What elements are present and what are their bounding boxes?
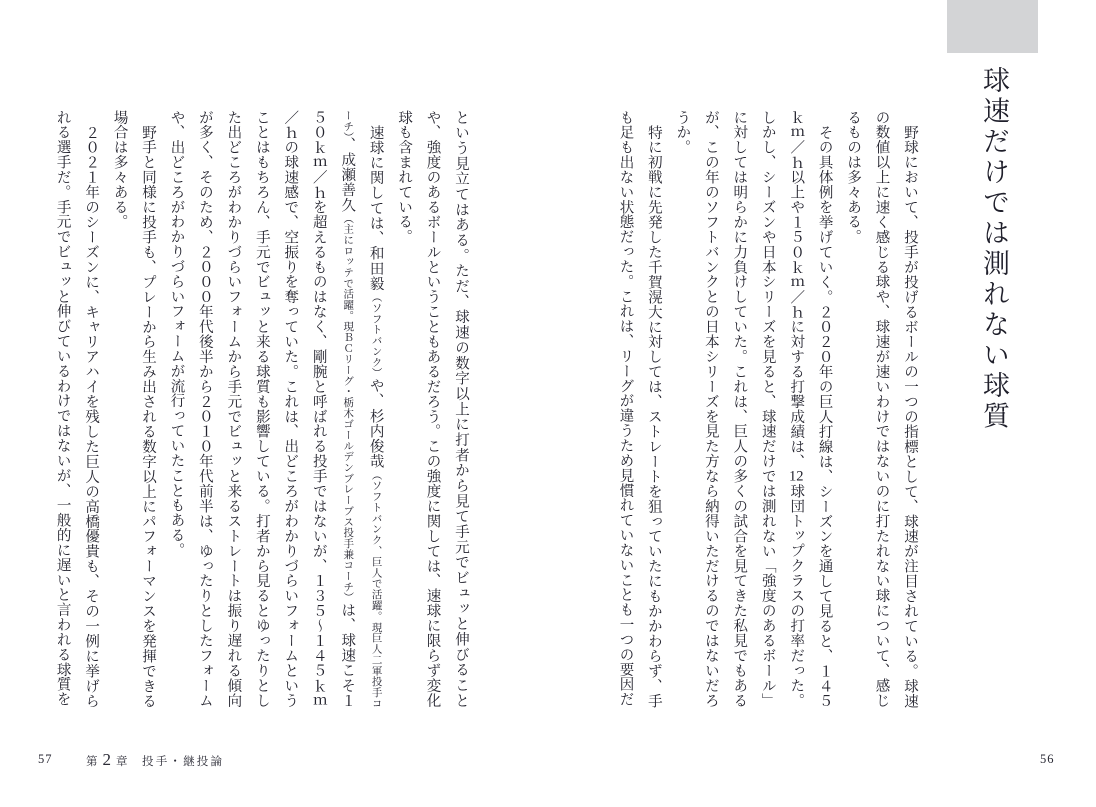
footer <box>0 750 1096 774</box>
header-gray-block <box>947 0 1038 53</box>
page-number-right: 56 <box>1040 752 1055 766</box>
paragraph: 野手と同様に投手も、プレーから生み出される数字以上にパフォーマンスを発揮できる場合は多々ある。 <box>111 110 157 708</box>
chapter-prefix: 第 <box>86 756 98 768</box>
chapter-suffix: 章 <box>116 756 128 768</box>
paragraph: 野球において、投手が投げるボールの一つの指標として、球速が注目されている。球速の数値以上に速く感じる球や、球速が速いわけではないのに打たれない球について、感じるものは多々ある。 <box>845 110 918 708</box>
chapter-label <box>86 750 128 770</box>
left-page-text <box>46 110 475 708</box>
right-page-text <box>608 110 924 708</box>
chapter-number: 2 <box>102 750 111 769</box>
chapter-title: 投手・継投論 <box>142 756 225 768</box>
paragraph-continuation: という見立てはある。ただ、球速の数字以上に打者から見て手元でビュッと伸びることや、強度のあるボールということもあるだろう。この強度に関しては、速球に限らず変化球も含まれている。 <box>396 110 469 708</box>
page-number-left: 57 <box>38 752 53 766</box>
paragraph: 特に初戦に先発した千賀滉大に対しては、ストレートを狙っていたにもかかわらず、手も足も出ない状態だった。これは、リーグが違うため見慣れていないことも一つの要因だ <box>617 110 662 708</box>
paragraph: その具体例を挙げていく。２０２０年の巨人打線は、シーズンを通して見ると、１４５ｋｍ／ｈ以上や１５０ｋｍ／ｈに対する打撃成績は、12球団トップクラスの打率だった。しかし、シーズンや日本シリーズを見ると、球速だけでは測れない「強度のあるボール」に対しては明らかに力負けしていた。これは、巨人の多くの試合を見てきた私見でもあるが、この年のソフトバンクとの日本シリーズを見た方なら納得いただけるのではないだろうか。 <box>674 110 833 708</box>
section-title: 球速だけでは測れない球質 <box>979 66 1009 432</box>
paragraph: 速球に関しては、和田毅（ソフトバンク）や、杉内俊哉（ソフトバンク、巨人で活躍。現巨人二軍投手コーチ）、成瀬善久（主にロッテで活躍。現ＢＣリーグ・栃木ゴールデンブレーブス投手兼コーチ）は、球速こそ１５０ｋｍ／ｈを超えるものはなく、剛腕と呼ばれる投手ではないが、１３５～１４５ｋｍ／ｈの球速感で、空振りを奪っていた。これは、出どころがわかりづらいフォームということはもちろん、手元でビュッと来る球質も影響している。打者から見るとゆったりとした出どころがわかりづらいフォームから手元でビュッと来るストレートは振り遅れる傾向が多く、そのため、２０００年代後半から２０１０年代前半は、ゆったりとしたフォームや、出どころがわかりづらいフォームが流行っていたこともある。 <box>168 110 384 708</box>
paragraph: ２０２１年のシーズンに、キャリアハイを残した巨人の高橋優貴も、その一例に挙げられる選手だ。手元でビュッと伸びているわけではないが、一般的に遅いと言われる球質を <box>54 110 100 708</box>
